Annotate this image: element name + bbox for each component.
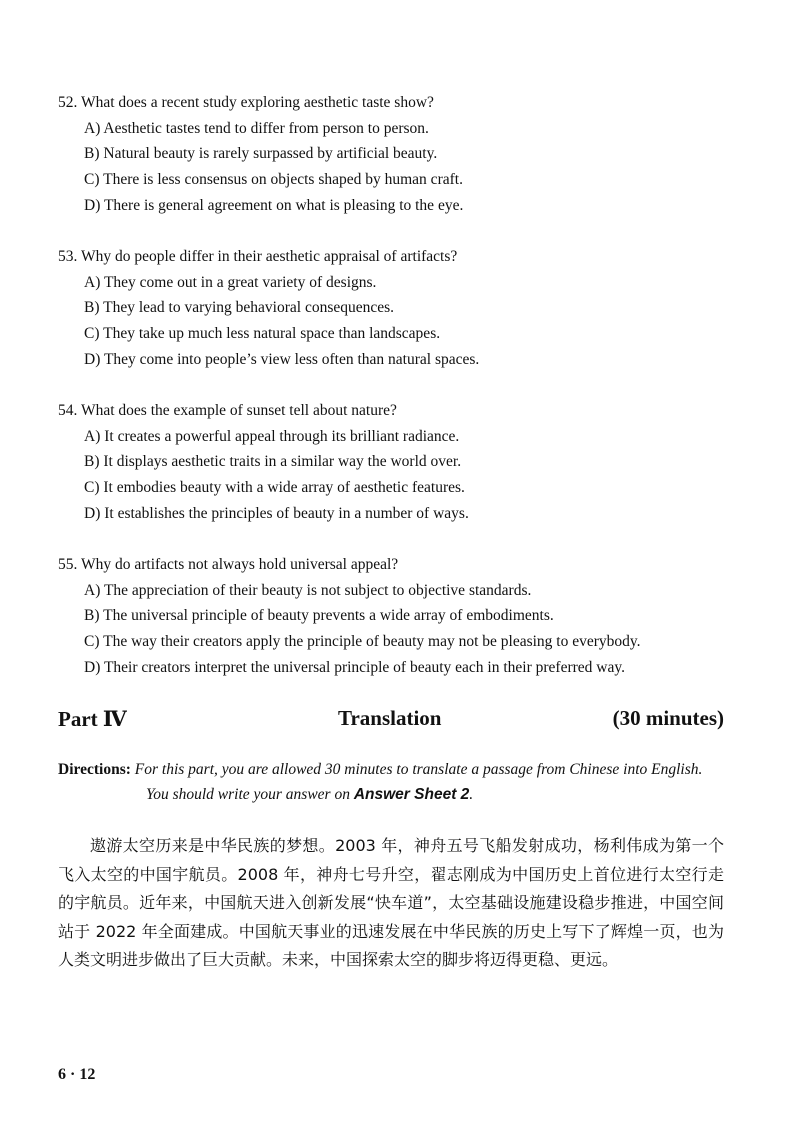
option-a: A) They come out in a great variety of designs. [84,273,377,291]
option-d: D) Their creators interpret the universal principle of beauty each in their preferred way. [84,658,625,676]
directions-line-2 [58,782,758,807]
question-stem: 55. Why do artifacts not always hold universal appeal? [58,556,399,573]
part-label: Part Ⅳ [58,707,127,731]
option-c: C) There is less consensus on objects shaped by human craft. [84,171,463,189]
page-number: 6 · 12 [58,1066,96,1083]
directions-line-2-suffix: . [469,786,474,803]
question-stem: 54. What does the example of sunset tell about nature? [58,402,397,419]
directions-line-2-prefix: You should write your answer on [146,786,354,803]
question-53 [58,244,758,373]
option-c: C) It embodies beauty with a wide array of aesthetic features. [84,479,465,497]
option-a: A) The appreciation of their beauty is not subject to objective standards. [84,581,532,599]
option-a: A) Aesthetic tastes tend to differ from person to person. [84,119,429,137]
question-stem: 53. Why do people differ in their aesthetic appraisal of artifacts? [58,248,458,265]
option-a: A) It creates a powerful appeal through its brilliant radiance. [84,427,460,445]
option-c: C) They take up much less natural space than landscapes. [84,325,441,343]
option-d: D) It establishes the principles of beauty in a number of ways. [84,504,469,522]
part-heading [58,706,724,736]
question-stem: 52. What does a recent study exploring aesthetic taste show? [58,94,434,111]
option-b: B) It displays aesthetic traits in a similar way the world over. [84,453,462,471]
directions-label: Directions: [58,761,131,778]
option-b: B) They lead to varying behavioral consequences. [84,299,395,317]
option-d: D) They come into people’s view less often than natural spaces. [84,350,480,368]
question-52 [58,90,758,219]
option-d: D) There is general agreement on what is pleasing to the eye. [84,196,464,214]
option-b: B) Natural beauty is rarely surpassed by artificial beauty. [84,145,438,163]
part-title: Translation [338,706,442,730]
question-55 [58,552,758,681]
directions-line-1: For this part, you are allowed 30 minutes to translate a passage from Chinese into English. [130,761,703,778]
part-time: (30 minutes) [612,706,724,730]
directions [58,757,758,807]
option-b: B) The universal principle of beauty prevents a wide array of embodiments. [84,607,554,625]
question-54 [58,398,758,527]
translation-passage: 遨游太空历来是中华民族的梦想。2003 年，神舟五号飞船发射成功，杨利伟成为第一个飞入太空的中国宇航员。2008 年，神舟七号升空，翟志刚成为中国历史上首位进行太空行走的宇航员。近年来，中国航天进入创新发展“快车道”，太空基础设施建设稳步推进，中国空间站于 2022 年全面建成。中国航天事业的迅速发展在中华民族的历史上写下了辉煌一页，也为人类文明进步做出了巨大贡献。未来，中国探索太空的脚步将迈得更稳、更远。 [58,836,724,969]
answer-sheet-name: Answer Sheet 2 [353,786,470,803]
option-c: C) The way their creators apply the principle of beauty may not be pleasing to everybody. [84,633,641,651]
